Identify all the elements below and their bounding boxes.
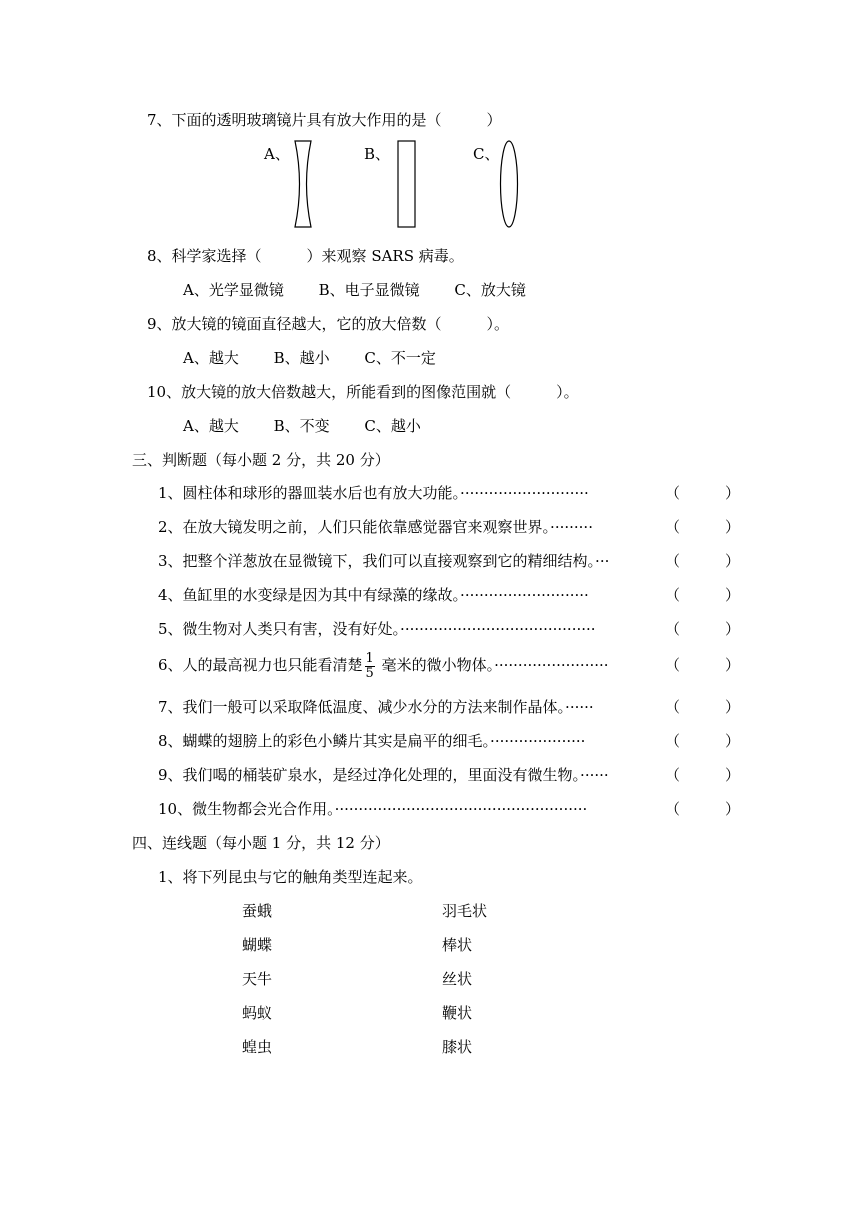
answer-paren: （ ） [665, 484, 741, 502]
flat-glass-icon [397, 140, 417, 228]
tf-item: 8、蝴蝶的翅膀上的彩色小鳞片其实是扁平的细毛。···················· [158, 732, 586, 750]
antenna-type-item[interactable]: 羽毛状 [442, 902, 488, 920]
tf-item-6-after: 毫米的微小物体。························ [376, 656, 609, 674]
fraction-denominator: 5 [365, 665, 374, 681]
convex-lens-icon [499, 140, 519, 228]
answer-paren: （ ） [665, 552, 741, 570]
tf-item: 4、鱼缸里的水变绿是因为其中有绿藻的缘故。··························· [158, 586, 589, 604]
antenna-type-item[interactable]: 丝状 [442, 970, 473, 988]
fraction-numerator: 1 [365, 650, 374, 666]
tf-item-6 [158, 650, 609, 681]
fraction-one-fifth [365, 652, 375, 681]
antenna-type-item[interactable]: 棒状 [442, 936, 473, 954]
question-9-options: A、越大 B、越小 C、不一定 [183, 349, 436, 367]
option-a-label: A、 [264, 145, 290, 163]
option-c-label: C、 [473, 145, 500, 163]
tf-item-6-before: 6、人的最高视力也只能看清楚 [158, 656, 363, 674]
answer-paren: （ ） [665, 698, 741, 716]
antenna-type-item[interactable]: 鞭状 [442, 1004, 473, 1022]
insect-item[interactable]: 蝴蝶 [242, 936, 273, 954]
answer-paren: （ ） [665, 766, 741, 784]
answer-paren: （ ） [665, 518, 741, 536]
insect-item[interactable]: 蚂蚁 [242, 1004, 273, 1022]
insect-item[interactable]: 天牛 [242, 970, 273, 988]
antenna-type-item[interactable]: 膝状 [442, 1038, 473, 1056]
question-10-options: A、越大 B、不变 C、越小 [183, 417, 421, 435]
answer-paren: （ ） [665, 732, 741, 750]
concave-lens-icon [292, 140, 314, 228]
answer-paren: （ ） [665, 656, 741, 674]
matching-question-1: 1、将下列昆虫与它的触角类型连起来。 [158, 868, 423, 886]
tf-item: 10、微生物都会光合作用。····················································· [158, 800, 588, 818]
section-4-title: 四、连线题（每小题 1 分，共 12 分） [132, 834, 390, 852]
question-10: 10、放大镜的放大倍数越大，所能看到的图像范围就（ ）。 [147, 383, 579, 401]
insect-item[interactable]: 蚕蛾 [242, 902, 273, 920]
tf-item: 3、把整个洋葱放在显微镜下，我们可以直接观察到它的精细结构。··· [158, 552, 610, 570]
tf-item: 5、微生物对人类只有害，没有好处。········································· [158, 620, 596, 638]
tf-item: 7、我们一般可以采取降低温度、减少水分的方法来制作晶体。······ [158, 698, 594, 716]
question-9: 9、放大镜的镜面直径越大，它的放大倍数（ ）。 [147, 315, 510, 333]
question-8-options: A、光学显微镜 B、电子显微镜 C、放大镜 [183, 281, 526, 299]
insect-item[interactable]: 蝗虫 [242, 1038, 273, 1056]
tf-item: 9、我们喝的桶装矿泉水，是经过净化处理的，里面没有微生物。······ [158, 766, 609, 784]
tf-item: 2、在放大镜发明之前，人们只能依靠感觉器官来观察世界。········· [158, 518, 593, 536]
option-b-label: B、 [364, 145, 391, 163]
question-7: 7、下面的透明玻璃镜片具有放大作用的是（ ） [147, 111, 502, 129]
tf-item: 1、圆柱体和球形的器皿装水后也有放大功能。··························· [158, 484, 589, 502]
section-3-title: 三、判断题（每小题 2 分，共 20 分） [132, 451, 390, 469]
answer-paren: （ ） [665, 800, 741, 818]
answer-paren: （ ） [665, 586, 741, 604]
answer-paren: （ ） [665, 620, 741, 638]
question-8: 8、科学家选择（ ）来观察 SARS 病毒。 [147, 247, 464, 265]
